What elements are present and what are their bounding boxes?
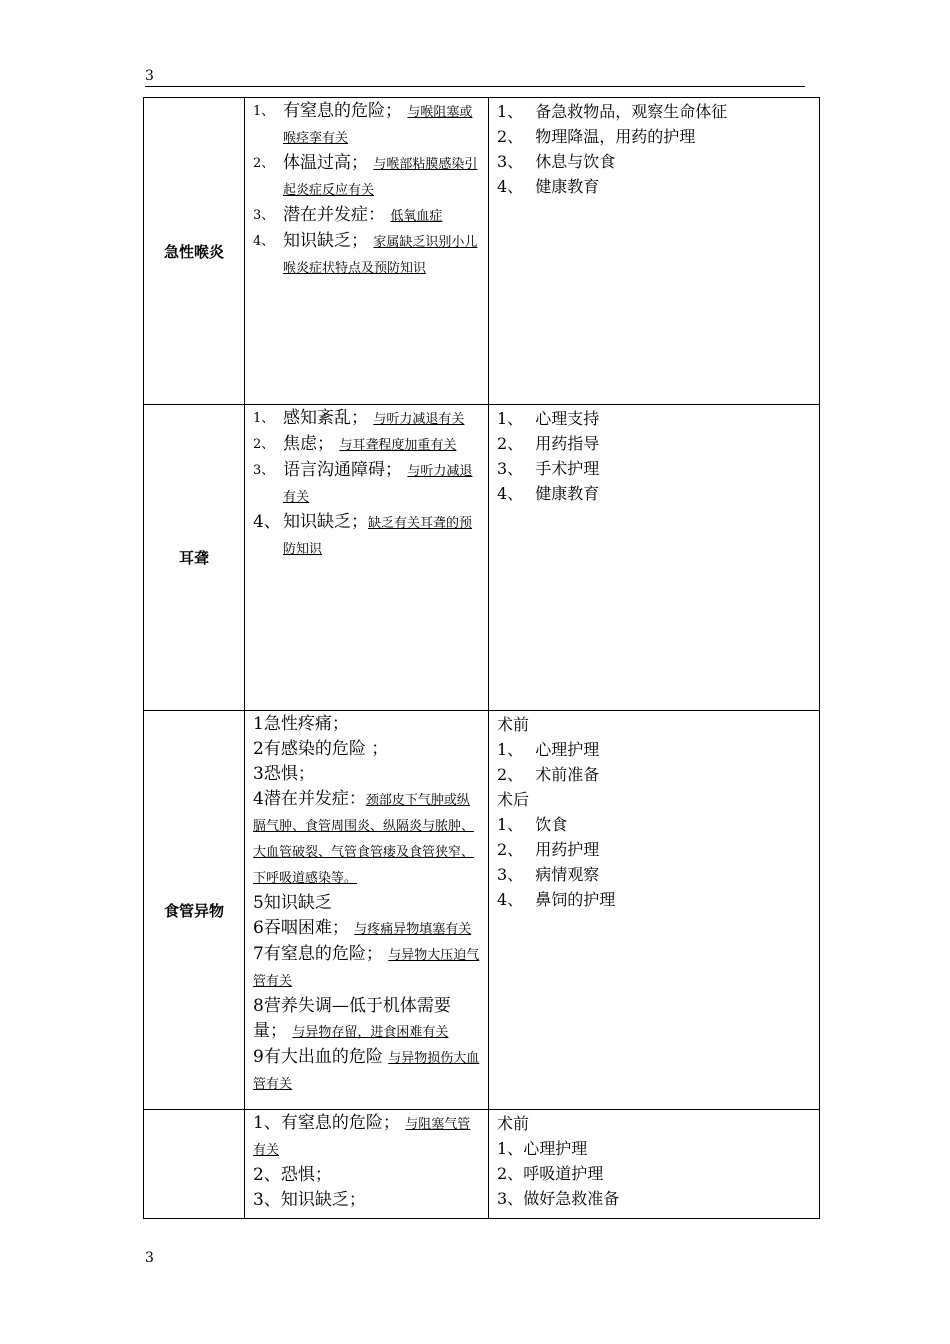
table-row bbox=[144, 1110, 820, 1219]
diagnosis-cell bbox=[245, 405, 489, 711]
diagnosis-item: 3、 潜在并发症： 低氧血症 bbox=[253, 205, 443, 225]
measure-item: 2、 术前准备 bbox=[497, 765, 600, 784]
measure-item: 2、呼吸道护理 bbox=[497, 1164, 604, 1183]
related-factor: 颈部皮下气肿或纵膈气肿、食管周围炎、纵隔炎与脓肿、大血管破裂、气管食管瘘及食管狭窄、下呼吸道感染等。 bbox=[253, 793, 475, 886]
measure-item: 4、 鼻饲的护理 bbox=[497, 890, 616, 909]
related-factor: 与疼痛异物填塞有关 bbox=[354, 922, 472, 937]
related-factor: 与阻塞气管有关 bbox=[253, 1117, 471, 1158]
measures-cell bbox=[489, 1110, 820, 1219]
diagnosis-item: 8营养失调—低于机体需要量； 与异物存留，进食困难有关 bbox=[253, 996, 451, 1041]
diagnosis-item: 7有窒息的危险； 与异物大压迫气管有关 bbox=[253, 944, 480, 989]
diagnosis-item: 4、 知识缺乏；缺乏有关耳聋的预防知识 bbox=[253, 512, 473, 557]
related-factor: 缺乏有关耳聋的预防知识 bbox=[283, 516, 473, 557]
measure-item: 3、 手术护理 bbox=[497, 459, 600, 478]
diagnosis-item: 3、 语言沟通障碍； 与听力减退有关 bbox=[253, 460, 473, 505]
related-factor: 与异物损伤大血管有关 bbox=[253, 1051, 480, 1092]
measure-item: 2、 物理降温，用药的护理 bbox=[497, 127, 696, 146]
measure-item: 4、 健康教育 bbox=[497, 177, 600, 196]
table-row bbox=[144, 98, 820, 405]
diagnosis-item: 4、 知识缺乏； 家属缺乏识别小儿喉炎症状特点及预防知识 bbox=[253, 231, 478, 276]
measure-heading: 术前 bbox=[497, 715, 530, 734]
measure-item: 3、 病情观察 bbox=[497, 865, 600, 884]
table-row bbox=[144, 405, 820, 711]
diagnosis-item: 4潜在并发症：颈部皮下气肿或纵膈气肿、食管周围炎、纵隔炎与脓肿、大血管破裂、气管食管瘘及食管狭窄、下呼吸道感染等。 bbox=[253, 789, 475, 886]
measures-cell bbox=[489, 98, 820, 405]
measure-item: 1、 备急救物品，观察生命体征 bbox=[497, 102, 728, 121]
nursing-table bbox=[143, 97, 820, 1219]
disease-name: 食管异物 bbox=[144, 711, 245, 1110]
diagnosis-item: 1急性疼痛； bbox=[253, 714, 349, 734]
measures-cell bbox=[489, 711, 820, 1110]
measure-heading: 术后 bbox=[497, 790, 530, 809]
diagnosis-item: 5知识缺乏 bbox=[253, 893, 332, 913]
diagnosis-item: 2有感染的危险 ； bbox=[253, 739, 389, 759]
disease-name: 急性喉炎 bbox=[144, 98, 245, 405]
measure-item: 2、 用药护理 bbox=[497, 840, 600, 859]
related-factor: 家属缺乏识别小儿喉炎症状特点及预防知识 bbox=[283, 235, 478, 276]
measures-cell bbox=[489, 405, 820, 711]
related-factor: 与喉阻塞或喉痉挛有关 bbox=[283, 105, 473, 146]
diagnosis-cell bbox=[245, 711, 489, 1110]
related-factor: 与异物存留，进食困难有关 bbox=[292, 1025, 449, 1040]
measure-item: 1、心理护理 bbox=[497, 1139, 588, 1158]
measure-item: 2、 用药指导 bbox=[497, 434, 600, 453]
related-factor: 与听力减退有关 bbox=[283, 464, 473, 505]
measure-item: 3、 休息与饮食 bbox=[497, 152, 616, 171]
diagnosis-item: 1、有窒息的危险； 与阻塞气管有关 bbox=[253, 1113, 471, 1158]
diagnosis-item: 3恐惧； bbox=[253, 764, 315, 784]
diagnosis-item: 2、 体温过高； 与喉部粘膜感染引起炎症反应有关 bbox=[253, 153, 478, 198]
page-number-bottom: 3 bbox=[145, 1250, 154, 1266]
page-number-top: 3 bbox=[145, 68, 154, 84]
related-factor: 与喉部粘膜感染引起炎症反应有关 bbox=[283, 157, 478, 198]
measure-item: 4、 健康教育 bbox=[497, 484, 600, 503]
related-factor: 与耳聋程度加重有关 bbox=[339, 438, 457, 453]
header-rule bbox=[145, 86, 805, 87]
diagnosis-item: 1、 感知紊乱； 与听力减退有关 bbox=[253, 408, 465, 428]
measure-item: 3、做好急救准备 bbox=[497, 1189, 620, 1208]
diagnosis-item: 2、 焦虑； 与耳聋程度加重有关 bbox=[253, 434, 457, 454]
diagnosis-item: 3、知识缺乏； bbox=[253, 1190, 366, 1210]
measure-item: 1、 心理支持 bbox=[497, 409, 600, 428]
related-factor: 低氧血症 bbox=[390, 209, 443, 224]
related-factor: 与异物大压迫气管有关 bbox=[253, 948, 480, 989]
related-factor: 与听力减退有关 bbox=[373, 412, 465, 427]
diagnosis-item: 9有大出血的危险 与异物损伤大血管有关 bbox=[253, 1047, 480, 1092]
diagnosis-cell bbox=[245, 1110, 489, 1219]
measure-item: 1、 心理护理 bbox=[497, 740, 600, 759]
table-row bbox=[144, 711, 820, 1110]
measure-item: 1、 饮食 bbox=[497, 815, 568, 834]
diagnosis-cell bbox=[245, 98, 489, 405]
diagnosis-item: 2、恐惧； bbox=[253, 1165, 332, 1185]
diagnosis-item: 6吞咽困难； 与疼痛异物填塞有关 bbox=[253, 918, 472, 938]
disease-name bbox=[144, 1110, 245, 1219]
diagnosis-item: 1、 有窒息的危险； 与喉阻塞或喉痉挛有关 bbox=[253, 101, 473, 146]
disease-name: 耳聋 bbox=[144, 405, 245, 711]
measure-heading: 术前 bbox=[497, 1114, 530, 1133]
